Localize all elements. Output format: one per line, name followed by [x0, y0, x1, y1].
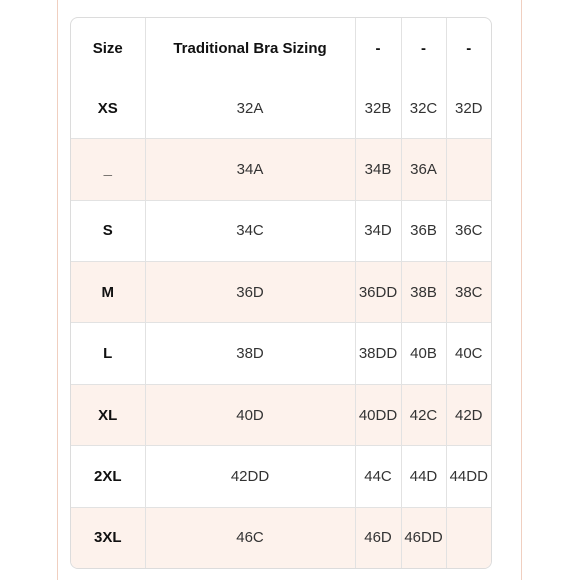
- size-cell: M: [71, 262, 145, 323]
- bra-size-cell: 38D: [145, 323, 355, 384]
- size-chart-table: [71, 18, 491, 568]
- table-row: [71, 200, 491, 261]
- bra-size-cell: 44C: [355, 446, 401, 507]
- bra-size-cell: 42DD: [145, 446, 355, 507]
- header-extra-1: -: [355, 18, 401, 78]
- bra-size-cell: 36B: [401, 200, 446, 261]
- size-cell: _: [71, 139, 145, 200]
- bra-size-cell: 36C: [446, 200, 491, 261]
- size-cell: XS: [71, 78, 145, 139]
- bra-size-cell: 42C: [401, 384, 446, 445]
- size-cell: S: [71, 200, 145, 261]
- bra-size-cell: 36A: [401, 139, 446, 200]
- bra-size-cell: 38C: [446, 262, 491, 323]
- bra-size-cell: 32D: [446, 78, 491, 139]
- bra-size-cell: 44DD: [446, 446, 491, 507]
- table-row: [71, 323, 491, 384]
- bra-size-cell: 46DD: [401, 507, 446, 568]
- size-cell: L: [71, 323, 145, 384]
- bra-size-cell: 42D: [446, 384, 491, 445]
- bra-size-cell: 40B: [401, 323, 446, 384]
- header-row: [71, 18, 491, 78]
- table-row: [71, 262, 491, 323]
- bra-size-cell: 44D: [401, 446, 446, 507]
- header-traditional-bra-sizing: Traditional Bra Sizing: [145, 18, 355, 78]
- size-cell: XL: [71, 384, 145, 445]
- size-chart-card: [70, 17, 492, 569]
- bra-size-cell: 46D: [355, 507, 401, 568]
- header-size: Size: [71, 18, 145, 78]
- bra-size-cell: 32C: [401, 78, 446, 139]
- bra-size-cell: 40C: [446, 323, 491, 384]
- bra-size-cell: 38B: [401, 262, 446, 323]
- table-body: [71, 78, 491, 568]
- table-row: [71, 507, 491, 568]
- bra-size-cell: 46C: [145, 507, 355, 568]
- bra-size-cell: 40D: [145, 384, 355, 445]
- bra-size-cell: 36D: [145, 262, 355, 323]
- bra-size-cell: 32B: [355, 78, 401, 139]
- header-extra-2: -: [401, 18, 446, 78]
- bra-size-cell: 32A: [145, 78, 355, 139]
- table-row: [71, 446, 491, 507]
- header-extra-3: -: [466, 39, 472, 57]
- bra-size-cell: 36DD: [355, 262, 401, 323]
- table-row: [71, 139, 491, 200]
- size-cell: 3XL: [71, 507, 145, 568]
- size-cell: 2XL: [71, 446, 145, 507]
- bra-size-cell: 40DD: [355, 384, 401, 445]
- bra-size-cell: 34A: [145, 139, 355, 200]
- table-header: [71, 18, 491, 78]
- bra-size-cell: 38DD: [355, 323, 401, 384]
- page-edge-left: [57, 0, 58, 580]
- page-edge-right: [521, 0, 522, 580]
- bra-size-cell: 34B: [355, 139, 401, 200]
- bra-size-cell: [446, 507, 491, 568]
- table-row: [71, 78, 491, 139]
- table-row: [71, 384, 491, 445]
- bra-size-cell: 34D: [355, 200, 401, 261]
- bra-size-cell: 34C: [145, 200, 355, 261]
- bra-size-cell: [446, 139, 491, 200]
